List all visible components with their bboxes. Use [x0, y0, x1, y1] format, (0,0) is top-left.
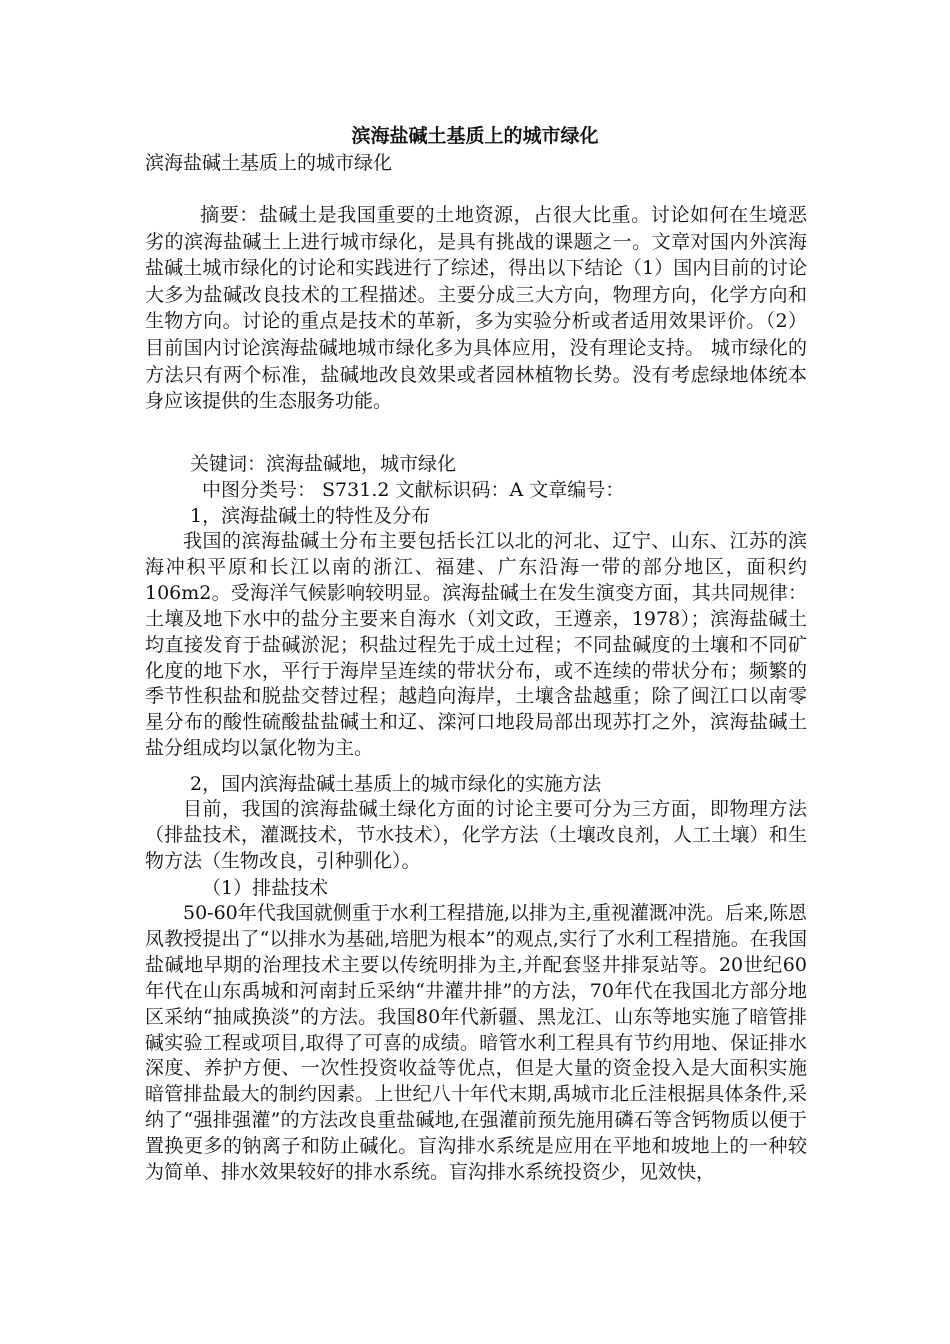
section2-heading: 2，国内滨海盐碱土基质上的城市绿化的实施方法: [190, 773, 602, 795]
section1-heading: 1，滨海盐碱土的特性及分布: [190, 505, 431, 527]
section2-paragraph: 目前，我国的滨海盐碱土绿化方面的讨论主要可分为三方面，即物理方法（排盐技术，灌溉技术，节水技术），化学方法（土壤改良剂，人工土壤）和生物方法（生物改良，引种驯化）。: [145, 798, 807, 872]
keywords-line: 关键词：滨海盐碱地，城市绿化: [190, 453, 457, 475]
subsection1-heading: （1）排盐技术: [202, 877, 329, 899]
document-title: 滨海盐碱土基质上的城市绿化: [351, 125, 599, 147]
abstract-paragraph: 摘要：盐碱土是我国重要的土地资源，占很大比重。讨论如何在生境恶劣的滨海盐碱土上进行城市绿化，是具有挑战的课题之一。文章对国内外滨海盐碱土城市绿化的讨论和实践进行了综述，得出以下结论（1）国内目前的讨论大多为盐碱改良技术的工程描述。主要分成三大方向，物理方向，化学方向和生物方向。讨论的重点是技术的革新，多为实验分析或者适用效果评价。（2）目前国内讨论滨海盐碱地城市绿化多为具体应用，没有理论支持。 城市绿化的方法只有两个标准，盐碱地改良效果或者园林植物长势。没有考虑绿地体统本身应该提供的生态服务功能。: [145, 204, 807, 413]
classification-line: 中图分类号： S731.2 文献标识码：A 文章编号：: [202, 479, 625, 501]
subsection1-paragraph: 50-60年代我国就侧重于水利工程措施,以排为主,重视灌溉冲洗。后来,陈恩凤教授提出了“以排水为基础,培肥为根本”的观点,实行了水利工程措施。在我国盐碱地早期的治理技术主要以传统明排为主,并配套竖井排泵站等。20世纪60年代在山东禹城和河南封丘采纳“井灌井排”的方法，70年代在我国北方部分地区采纳“抽咸换淡”的方法。我国80年代新疆、黑龙江、山东等地实施了暗管排碱实验工程或项目,取得了可喜的成绩。暗管水利工程具有节约用地、保证排水深度、养护方便、一次性投资收益等优点，但是大量的资金投入是大面积实施暗管排盐最大的制约因素。上世纪八十年代末期,禹城市北丘洼根据具体条件,采纳了“强排强灌”的方法改良重盐碱地,在强灌前预先施用磷石等含钙物质以便于置换更多的钠离子和防止碱化。盲沟排水系统是应用在平地和坡地上的一种较为简单、排水效果较好的排水系统。盲沟排水系统投资少，见效快，: [145, 902, 807, 1184]
section1-paragraph: 我国的滨海盐碱土分布主要包括长江以北的河北、辽宁、山东、江苏的滨海冲积平原和长江以南的浙江、福建、广东沿海一带的部分地区，面积约106m2。受海洋气候影响较明显。滨海盐碱土在发生演变方面，其共同规律：土壤及地下水中的盐分主要来自海水（刘文政，王遵亲，1978）；滨海盐碱土均直接发育于盐碱淤泥；积盐过程先于成土过程；不同盐碱度的土壤和不同矿化度的地下水，平行于海岸呈连续的带状分布，或不连续的带状分布；频繁的季节性积盐和脱盐交替过程；越趋向海岸，土壤含盐越重；除了闽江口以南零星分布的酸性硫酸盐盐碱土和辽、滦河口地段局部出现苏打之外，滨海盐碱土盐分组成均以氯化物为主。: [145, 530, 807, 760]
document-subtitle: 滨海盐碱土基质上的城市绿化: [145, 152, 393, 174]
